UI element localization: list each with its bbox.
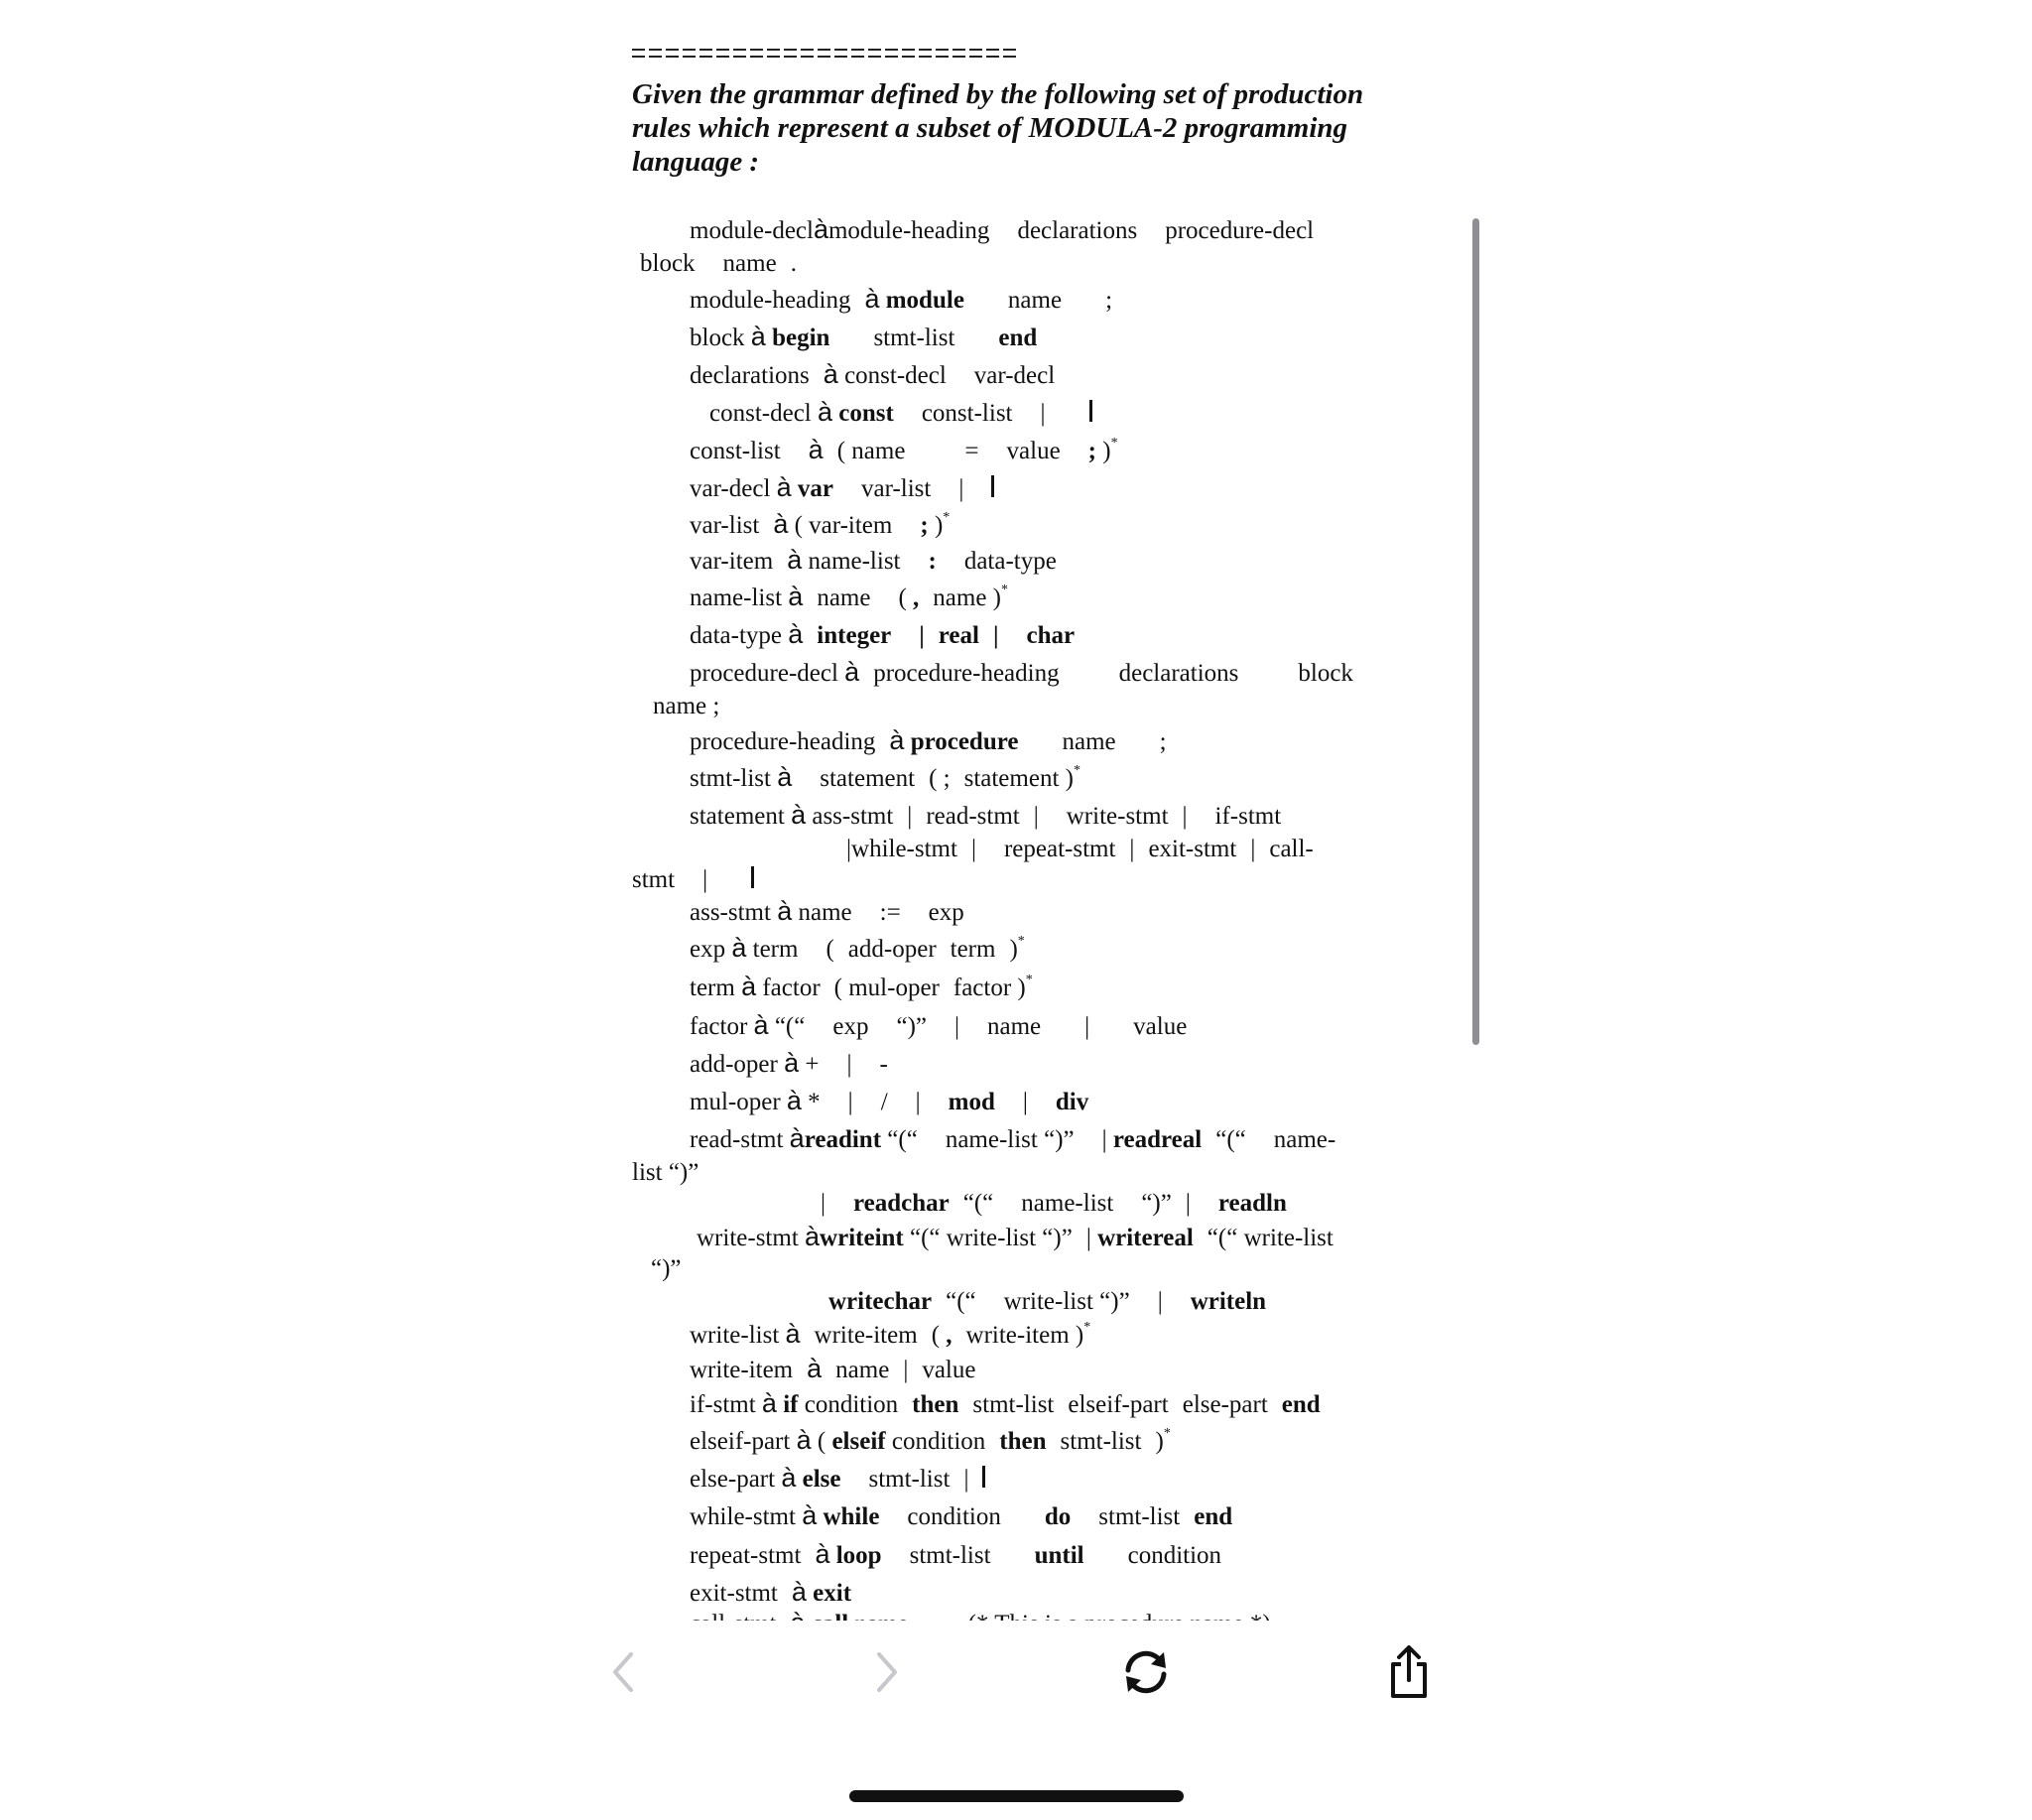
browser-toolbar <box>0 1621 2032 1740</box>
epsilon-symbol <box>991 475 994 497</box>
scrollbar[interactable] <box>1472 218 1479 1045</box>
chevron-left-icon <box>593 1642 653 1702</box>
share-icon <box>1379 1642 1439 1702</box>
rule-write-item: write-item à name | value <box>690 1354 976 1383</box>
rule-write-list: write-list à write-item ( , write-item )* <box>690 1319 1091 1349</box>
rule-elseif-part: elseif-part à ( elseif condition then stmt-list )* <box>690 1425 1171 1455</box>
rule-var-item: var-item à name-list : data-type <box>690 545 1057 575</box>
title-line-3: language : <box>632 146 760 178</box>
rule-write-stmt-cont2: writechar “(“ write-list “)” | writeln <box>828 1288 1267 1315</box>
rule-data-type: data-type à integer | real | char <box>690 619 1076 649</box>
rule-procedure-decl: procedure-decl à procedure-heading declarations block <box>690 657 1353 687</box>
rule-declarations: declarations à const-decl var-decl <box>690 359 1056 389</box>
rule-write-stmt-cont: “)” <box>651 1255 682 1282</box>
rule-factor: factor à “(“ exp “)” | name | value <box>690 1010 1188 1040</box>
rule-stmt-list: stmt-list à statement ( ; statement )* <box>690 762 1080 792</box>
rule-if-stmt: if-stmt à if condition then stmt-list elseif-part else-part end <box>690 1388 1321 1418</box>
epsilon-symbol <box>1089 400 1092 422</box>
rule-var-list: var-list à ( var-item ; )* <box>690 509 951 539</box>
share-button[interactable] <box>1379 1642 1439 1702</box>
rule-read-stmt-cont: list “)” <box>632 1159 699 1186</box>
rule-write-stmt: write-stmt àwriteint “(“ write-list “)” | writereal “(“ write-list <box>697 1222 1334 1251</box>
rule-ass-stmt: ass-stmt à name := exp <box>690 896 964 926</box>
title-line-1: Given the grammar defined by the following set of production <box>632 78 1364 110</box>
rule-module-heading: module-heading à module name ; <box>690 284 1113 314</box>
rule-statement: statement à ass-stmt | read-stmt | write-stmt | if-stmt <box>690 800 1282 830</box>
rule-module-decl: module-declàmodule-heading declarations procedure-decl <box>690 214 1315 244</box>
rule-mul-oper: mul-oper à * | / | mod | div <box>690 1086 1089 1115</box>
rule-name-list: name-list à name ( , name )* <box>690 582 1008 611</box>
chevron-right-icon <box>857 1642 917 1702</box>
forward-button[interactable] <box>857 1642 917 1702</box>
rule-procedure-decl-cont: name ; <box>653 693 720 719</box>
rule-exp: exp à term ( add-oper term )* <box>690 933 1025 963</box>
rule-procedure-heading: procedure-heading à procedure name ; <box>690 725 1167 755</box>
rule-block: block à begin stmt-list end <box>690 322 1038 351</box>
separator-rule <box>632 48 1019 60</box>
rule-else-part: else-part à else stmt-list | <box>690 1465 985 1492</box>
epsilon-symbol <box>982 1466 985 1488</box>
title-line-2: rules which represent a subset of MODULA-2 programming <box>632 112 1348 144</box>
refresh-button[interactable] <box>1116 1642 1176 1702</box>
rule-exit-stmt: exit-stmt à exit <box>690 1577 852 1607</box>
rule-const-decl: const-decl à const const-list | <box>709 399 1092 426</box>
rule-while-stmt: while-stmt à while condition do stmt-list end <box>690 1500 1233 1530</box>
rule-statement-cont: |while-stmt | repeat-stmt | exit-stmt | call- <box>846 836 1314 862</box>
epsilon-symbol <box>751 866 754 888</box>
rule-add-oper: add-oper à + | - <box>690 1048 888 1078</box>
rule-repeat-stmt: repeat-stmt à loop stmt-list until condition <box>690 1539 1222 1569</box>
rule-read-stmt: read-stmt àreadint “(“ name-list “)” | readreal “(“ name- <box>690 1123 1336 1153</box>
rule-var-decl: var-decl à var var-list | <box>690 474 994 501</box>
refresh-icon <box>1116 1642 1176 1702</box>
rule-module-decl-cont: block name . <box>640 250 797 277</box>
rule-const-list: const-list à ( name = value ; )* <box>690 435 1118 464</box>
rule-statement-cont2: stmt | <box>632 866 754 892</box>
rule-term: term à factor ( mul-oper factor )* <box>690 972 1033 1001</box>
rule-read-stmt-cont2: | readchar “(“ name-list “)” | readln <box>821 1190 1287 1217</box>
back-button[interactable] <box>593 1642 653 1702</box>
home-indicator[interactable] <box>849 1790 1184 1802</box>
